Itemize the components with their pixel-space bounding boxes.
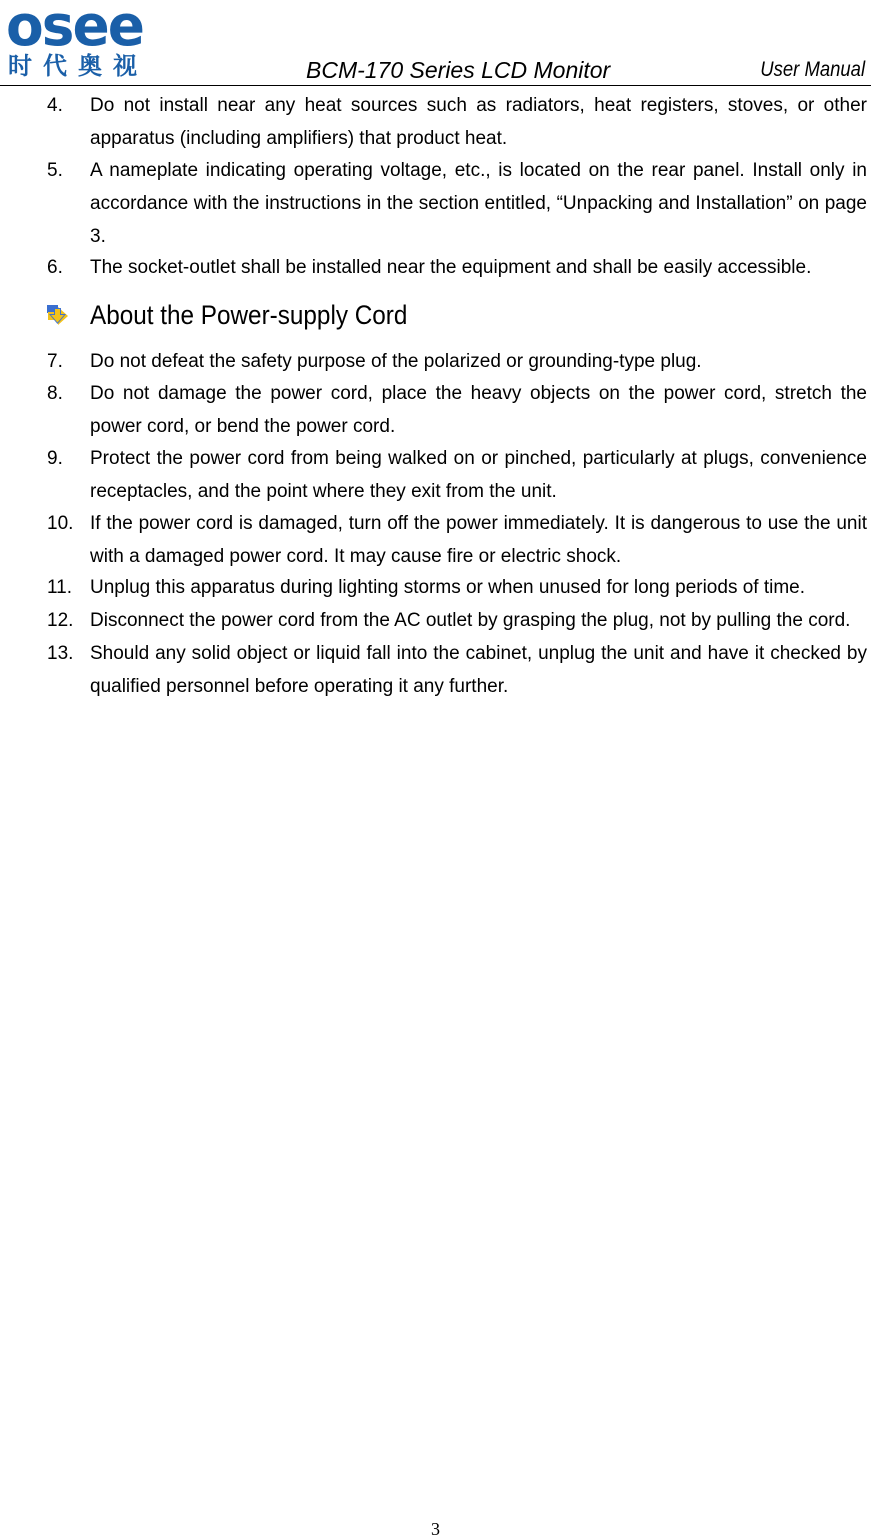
item-text: Do not damage the power cord, place the heavy objects on the power cord, stretch the power cord, or bend the power cord. (90, 383, 867, 437)
osee-logo (6, 2, 176, 80)
page-number: 3 (431, 1519, 440, 1539)
document-type: User Manual (760, 58, 865, 81)
item-number: 8. (47, 383, 63, 404)
logo-wordmark: osee (6, 0, 143, 59)
logo-chinese-text: 时代奥视 (8, 52, 148, 80)
item-number: 4. (47, 95, 63, 116)
section-heading (0, 298, 871, 334)
item-text: Disconnect the power cord from the AC outlet by grasping the plug, not by pulling the cord. (90, 610, 851, 631)
arrow-down-icon (46, 304, 70, 326)
item-text: Do not install near any heat sources such as radiators, heat registers, stoves, or other apparatus (including amplifiers) that product heat. (90, 95, 867, 149)
item-number: 7. (47, 351, 63, 372)
item-text: If the power cord is damaged, turn off the power immediately. It is dangerous to use the unit with a damaged power cord. It may cause fire or electric shock. (90, 513, 867, 567)
item-number: 13. (47, 643, 74, 664)
item-text: The socket-outlet shall be installed near the equipment and shall be easily accessible. (90, 257, 812, 278)
item-number: 9. (47, 448, 63, 469)
item-text: Should any solid object or liquid fall into the cabinet, unplug the unit and have it checked by qualified personnel before operating it any further. (90, 643, 867, 697)
item-text: A nameplate indicating operating voltage, etc., is located on the rear panel. Install only in accordance with the instructions in the section entitled, “Unpacking and Installation” on page 3. (90, 160, 867, 247)
item-number: 10. (47, 513, 74, 534)
item-number: 12. (47, 610, 74, 631)
header-divider (0, 85, 871, 86)
item-number: 6. (47, 257, 63, 278)
section-title: About the Power-supply Cord (90, 300, 408, 330)
item-text: Do not defeat the safety purpose of the polarized or grounding-type plug. (90, 351, 702, 372)
item-number: 5. (47, 160, 63, 181)
item-text: Unplug this apparatus during lighting storms or when unused for long periods of time. (90, 577, 806, 598)
item-text: Protect the power cord from being walked on or pinched, particularly at plugs, convenience receptacles, and the point where they exit from the unit. (90, 448, 867, 502)
page-header (0, 0, 871, 86)
item-number: 11. (47, 577, 73, 598)
document-title: BCM-170 Series LCD Monitor (306, 57, 611, 83)
